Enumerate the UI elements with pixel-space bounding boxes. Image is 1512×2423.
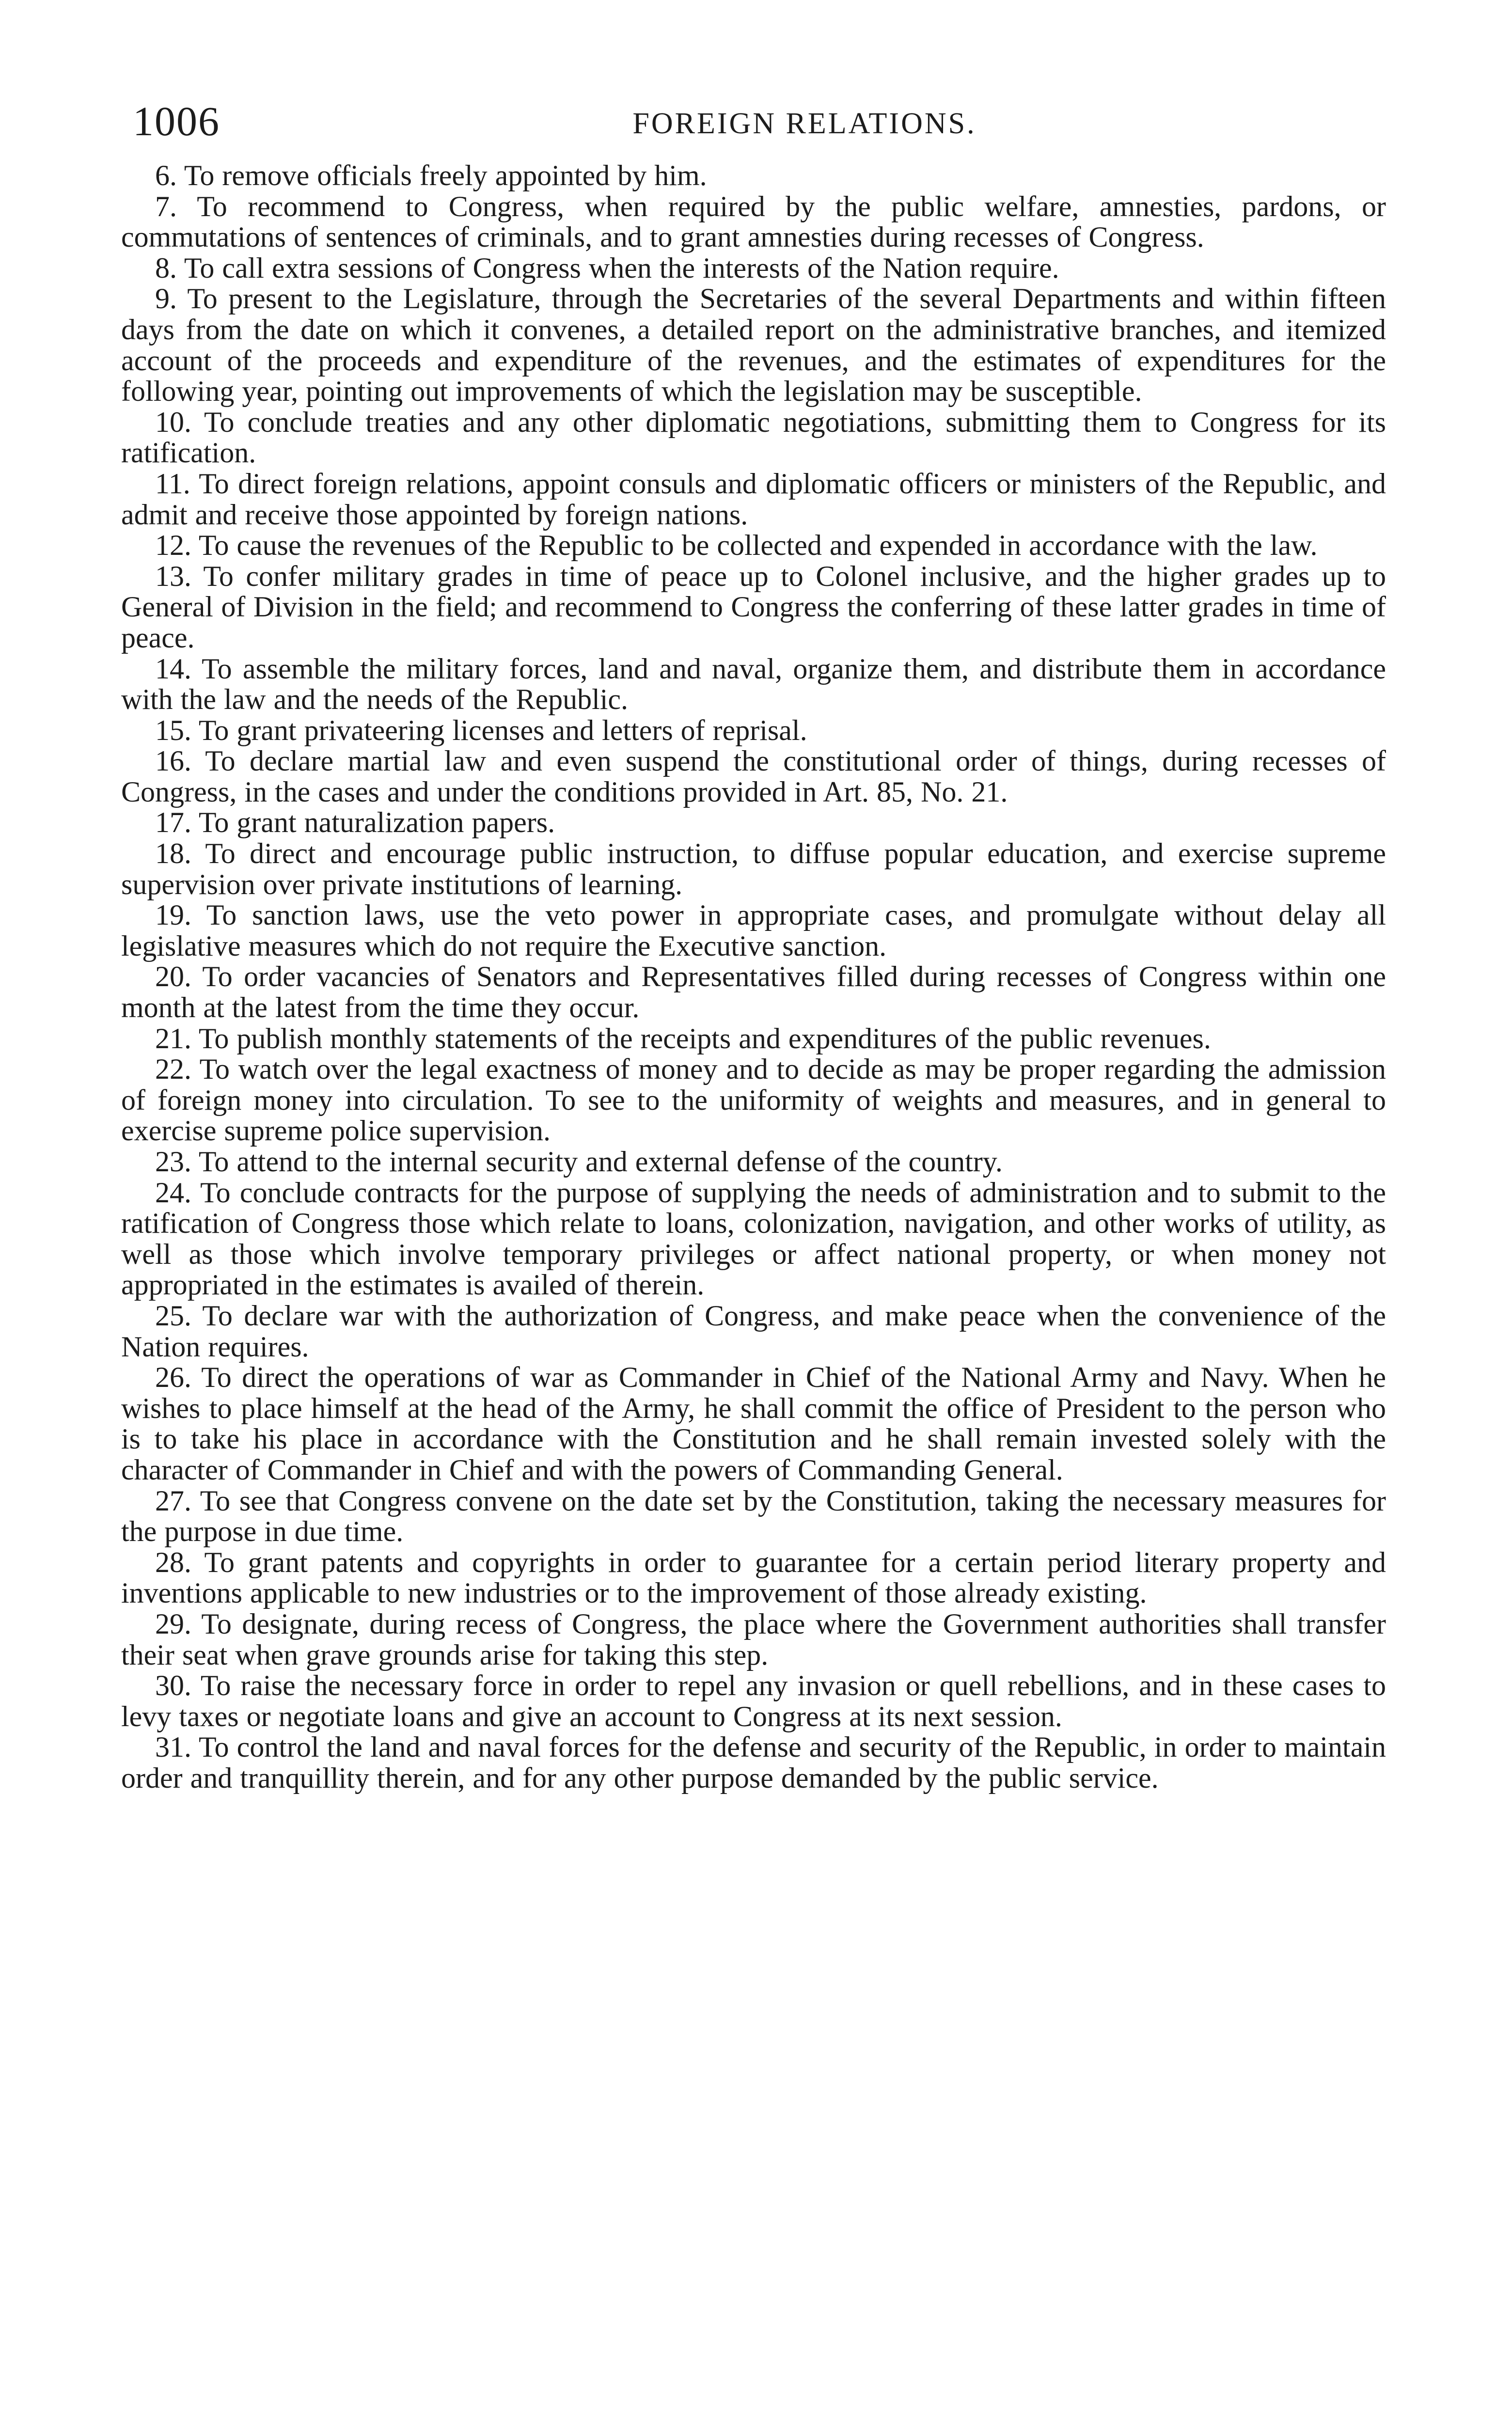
- paragraph-item-15: 15. To grant privateering licenses and letters of reprisal.: [155, 714, 807, 746]
- paragraph-item-10: 10. To conclude treaties and any other diplomatic negotiations, submitting them to Congress for its ratification.: [121, 406, 1386, 469]
- paragraph-item-8: 8. To call extra sessions of Congress when the interests of the Nation require.: [155, 252, 1059, 284]
- paragraph-item-22: 22. To watch over the legal exactness of money and to decide as may be proper regarding the admission of foreign money into circulation. To see to the uniformity of weights and measures, and in general to exercise supreme police supervision.: [121, 1053, 1386, 1147]
- paragraph-item-14: 14. To assemble the military forces, land and naval, organize them, and distribute them in accordance with the law and the needs of the Republic.: [121, 652, 1386, 716]
- paragraph-item-25: 25. To declare war with the authorization of Congress, and make peace when the convenience of the Nation requires.: [121, 1299, 1386, 1363]
- paragraph-item-23: 23. To attend to the internal security and external defense of the country.: [155, 1146, 1003, 1178]
- document-body: [121, 160, 1386, 1794]
- paragraph-item-29: 29. To designate, during recess of Congress, the place where the Government authorities shall transfer their seat when grave grounds arise for taking this step.: [121, 1607, 1386, 1671]
- page-header: [121, 94, 1386, 148]
- paragraph-item-26: 26. To direct the operations of war as Commander in Chief of the National Army and Navy. When he wishes to place himself at the head of the Army, he shall commit the office of President to the person who is to take his place in accordance with the Constitution and he shall remain invested solely with the character of Commander in Chief and with the powers of Commanding General.: [121, 1361, 1386, 1486]
- paragraph-item-24: 24. To conclude contracts for the purpose of supplying the needs of administration and to submit to the ratification of Congress those which relate to loans, colonization, navigation, and other works of utility, as well as those which involve temporary privileges or affect national property, or when money not appropriated in the estimates is availed of therein.: [121, 1176, 1386, 1301]
- page-number: 1006: [133, 98, 220, 144]
- paragraph-item-27: 27. To see that Congress convene on the date set by the Constitution, taking the necessary measures for the purpose in due time.: [121, 1484, 1386, 1548]
- paragraph-item-20: 20. To order vacancies of Senators and Representatives filled during recesses of Congress within one month at the latest from the time they occur.: [121, 960, 1386, 1024]
- paragraph-item-28: 28. To grant patents and copyrights in order to guarantee for a certain period literary property and inventions applicable to new industries or to the improvement of those already existing.: [121, 1546, 1386, 1609]
- paragraph-item-6: 6. To remove officials freely appointed by him.: [155, 159, 707, 191]
- document-page: [121, 94, 1386, 2401]
- paragraph-item-7: 7. To recommend to Congress, when required by the public welfare, amnesties, pardons, or commutations of sentences of criminals, and to grant amnesties during recesses of Congress.: [121, 190, 1386, 253]
- paragraph-item-31: 31. To control the land and naval forces for the defense and security of the Republic, in order to maintain order and tranquillity therein, and for any other purpose demanded by the public service.: [121, 1731, 1386, 1794]
- paragraph-item-11: 11. To direct foreign relations, appoint consuls and diplomatic officers or ministers of the Republic, and admit and receive those appointed by foreign nations.: [121, 467, 1386, 531]
- paragraph-item-30: 30. To raise the necessary force in order to repel any invasion or quell rebellions, and in these cases to levy taxes or negotiate loans and give an account to Congress at its next session.: [121, 1669, 1386, 1732]
- running-head: FOREIGN RELATIONS.: [632, 107, 976, 140]
- paragraph-item-13: 13. To confer military grades in time of peace up to Colonel inclusive, and the higher grades up to General of Division in the field; and recommend to Congress the conferring of these latter grades in time of peace.: [121, 560, 1386, 654]
- paragraph-item-19: 19. To sanction laws, use the veto power in appropriate cases, and promulgate without delay all legislative measures which do not require the Executive sanction.: [121, 899, 1386, 962]
- paragraph-item-21: 21. To publish monthly statements of the receipts and expenditures of the public revenues.: [155, 1022, 1211, 1054]
- paragraph-item-18: 18. To direct and encourage public instruction, to diffuse popular education, and exercise supreme supervision over private institutions of learning.: [121, 837, 1386, 900]
- paragraph-item-12: 12. To cause the revenues of the Republic to be collected and expended in accordance with the law.: [155, 529, 1318, 562]
- paragraph-item-9: 9. To present to the Legislature, through the Secretaries of the several Departments and within fifteen days from the date on which it convenes, a detailed report on the administrative branches, and itemized account of the proceeds and expenditure of the revenues, and the estimates of expenditures for the following year, pointing out improvements of which the legislation may be susceptible.: [121, 283, 1386, 408]
- paragraph-item-17: 17. To grant naturalization papers.: [155, 806, 555, 839]
- paragraph-item-16: 16. To declare martial law and even suspend the constitutional order of things, during recesses of Congress, in the cases and under the conditions provided in Art. 85, No. 21.: [121, 745, 1386, 808]
